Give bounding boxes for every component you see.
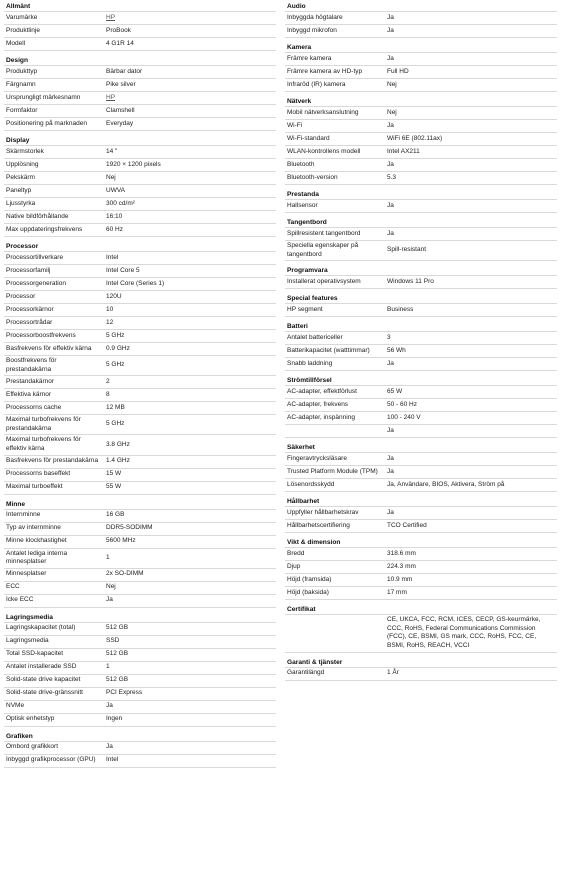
spec-row — [285, 411, 557, 424]
spec-row — [4, 635, 276, 648]
spec-row — [4, 713, 276, 727]
spec-label: Maximal turboeffekt — [6, 483, 63, 491]
spec-label: Pekskärm — [6, 173, 35, 181]
spec-row — [4, 184, 276, 197]
spec-label: Snabb laddning — [287, 359, 333, 367]
spec-value: Ja — [387, 454, 394, 462]
spec-value: 2x SO-DIMM — [106, 570, 144, 578]
section-special-features — [285, 294, 557, 317]
spec-row — [4, 303, 276, 316]
section-title: Säkerhet — [287, 444, 315, 452]
spec-row — [285, 385, 557, 398]
spec-label: Batterikapacitet (watttimmar) — [287, 346, 370, 354]
section-title: Nätverk — [287, 98, 312, 105]
spec-label: Upplösning — [6, 160, 39, 168]
spec-value: Ja — [387, 359, 394, 367]
spec-value: Ja — [387, 201, 394, 209]
spec-label: Icke ECC — [6, 596, 34, 604]
section-certifikat — [285, 605, 557, 652]
spec-value: 14 " — [106, 147, 118, 155]
spec-row — [4, 522, 276, 535]
spec-row — [4, 158, 276, 171]
spec-label: HP segment — [287, 305, 323, 313]
spec-value: 300 cd/m² — [106, 199, 135, 207]
spec-label: Optisk enhetstyp — [6, 715, 55, 723]
spec-label: Skärmstorlek — [6, 147, 44, 155]
spec-row — [285, 145, 557, 158]
spec-value: Spill-resistant — [387, 246, 427, 254]
section-title: Tangentbord — [287, 219, 327, 226]
spec-value: 16:10 — [106, 212, 123, 220]
spec-value: 50 - 60 Hz — [387, 400, 417, 408]
spec-value: Intel — [106, 756, 119, 764]
spec-value: 0.9 GHz — [106, 344, 130, 352]
spec-label: Solid-state drive kapacitet — [6, 676, 81, 684]
spec-label: Total SSD-kapacitet — [6, 650, 64, 658]
spec-value: PCI Express — [106, 689, 143, 697]
spec-row — [4, 91, 276, 104]
spec-label: Lagringsmedia — [6, 637, 49, 645]
section-title: Display — [6, 137, 30, 144]
spec-value: Intel AX211 — [387, 147, 420, 155]
spec-row — [285, 78, 557, 92]
spec-label: WLAN-kontrollens modell — [287, 147, 361, 155]
spec-label: Hållbarhetscertifiering — [287, 521, 350, 529]
spec-row — [285, 452, 557, 465]
spec-value: Intel Core 5 — [106, 266, 140, 274]
spec-value: Ja — [387, 426, 394, 434]
spec-label — [285, 632, 385, 634]
section-title: Certifikat — [287, 606, 316, 614]
section-design — [4, 56, 276, 131]
section-allmant — [4, 2, 276, 51]
spec-value: Ja — [387, 508, 394, 516]
section-title: Audio — [287, 3, 306, 10]
spec-value: Windows 11 Pro — [387, 277, 434, 285]
section-title: Lagringsmedia — [6, 613, 53, 621]
spec-value: 5 GHz — [106, 420, 125, 428]
spec-value: Bärbar dator — [106, 67, 143, 75]
spec-value: Ingen — [106, 715, 123, 723]
spec-value: TCO Certified — [387, 521, 427, 529]
spec-value: 3.8 GHz — [106, 440, 130, 448]
spec-label: Produktlinje — [6, 26, 40, 34]
spec-value: 512 GB — [106, 624, 129, 632]
spec-label: AC-adapter, inspänning — [287, 413, 355, 421]
spec-row — [4, 687, 276, 700]
spec-row — [4, 316, 276, 329]
spec-row — [4, 251, 276, 264]
spec-value: 512 GB — [106, 676, 129, 684]
spec-label: Formfaktor — [6, 106, 38, 114]
spec-row — [4, 171, 276, 184]
spec-label: Basfrekvens för prestandakärna — [6, 457, 99, 465]
spec-row — [285, 119, 557, 132]
spec-label: Spillresistent tangentbord — [287, 229, 361, 237]
section-display — [4, 136, 276, 237]
spec-value: Nej — [387, 108, 397, 116]
spec-label: Inbyggd mikrofon — [287, 26, 337, 34]
spec-row — [285, 171, 557, 185]
spec-row — [4, 535, 276, 548]
spec-row — [285, 11, 557, 24]
spec-value: 12 — [106, 318, 114, 326]
spec-row — [285, 560, 557, 573]
spec-row — [4, 223, 276, 237]
spec-value: Nej — [106, 173, 116, 181]
brand-link[interactable]: HP — [106, 13, 116, 21]
spec-row — [285, 132, 557, 145]
spec-row — [4, 468, 276, 481]
spec-label: Uppfyller hållbarhetskrav — [287, 508, 359, 516]
spec-row — [285, 331, 557, 344]
spec-row — [285, 227, 557, 240]
section-lagringsmedia — [4, 613, 276, 727]
spec-label: Varumärke — [6, 13, 38, 21]
spec-label: Höjd (framsida) — [287, 575, 332, 583]
spec-value: 2 — [106, 377, 110, 385]
spec-row — [4, 388, 276, 401]
spec-label: Max uppdateringsfrekvens — [6, 225, 83, 233]
spec-value: Ja — [387, 160, 394, 168]
spec-value: 10.9 mm — [387, 575, 413, 583]
spec-row — [4, 700, 276, 713]
section-title: Special features — [287, 295, 338, 303]
section-title: Minne — [6, 500, 26, 508]
section-title: Allmänt — [6, 3, 31, 10]
spec-label: Djup — [287, 562, 301, 570]
spec-row — [4, 661, 276, 674]
spec-value: 15 W — [106, 470, 122, 478]
spec-row — [4, 568, 276, 581]
section-title: Garanti & tjänster — [287, 658, 343, 666]
spec-value: Ja, Användare, BIOS, Aktivera, Ström på — [387, 480, 505, 488]
spec-row — [285, 547, 557, 560]
spec-row — [4, 210, 276, 223]
spec-label: Paneltyp — [6, 186, 32, 194]
spec-row — [285, 586, 557, 600]
spec-value: Intel Core (Series 1) — [106, 279, 165, 287]
spec-label: Infraröd (IR) kamera — [287, 80, 346, 88]
spec-row — [285, 478, 557, 492]
section-title: Vikt & dimension — [287, 539, 341, 547]
spec-row — [4, 455, 276, 468]
spec-value: 512 GB — [106, 650, 129, 658]
spec-value: 1 — [106, 553, 110, 561]
spec-row — [4, 197, 276, 210]
spec-value-link[interactable] — [104, 93, 276, 104]
spec-row — [285, 24, 557, 38]
section-vikt-dimension — [285, 538, 557, 600]
section-sakerhet — [285, 443, 557, 492]
spec-row — [285, 357, 557, 371]
section-batteri — [285, 322, 557, 371]
spec-label: Positionering på marknaden — [6, 119, 87, 127]
spec-label: Maximal turbofrekvens för prestandakärna — [6, 416, 81, 432]
spec-row — [285, 519, 557, 533]
spec-label: Lösenordsskydd — [287, 480, 335, 488]
spec-label: Wi-Fi-standard — [287, 134, 330, 142]
spec-label: AC-adapter, effektförlust — [287, 387, 357, 395]
spec-label: Ombord grafikkort — [6, 743, 59, 751]
spec-value: CE, UKCA, FCC, RCM, ICES, CECP, GS-keurmärke, CCC, RoHS, Federal Communications Commission (FCC), CE, BSMI, GS mark, CCC, RoHS, FCC, CE, BSMI, RoHS, REACH, VCCI — [387, 616, 541, 649]
spec-value: 1920 × 1200 pixels — [106, 160, 161, 168]
spec-row — [4, 329, 276, 342]
spec-value: Ja — [387, 13, 394, 21]
spec-row — [4, 355, 276, 375]
spec-label: Basfrekvens för effektiv kärna — [6, 344, 92, 352]
spec-value: 56 Wh — [387, 346, 406, 354]
spec-value: DDR5-SODIMM — [106, 524, 153, 532]
section-title: Hållbarhet — [287, 498, 320, 506]
spec-row — [4, 277, 276, 290]
spec-label: Processorns cache — [6, 403, 62, 411]
spec-row — [4, 11, 276, 24]
spec-row — [285, 158, 557, 171]
spec-label: Hallsensor — [287, 201, 318, 209]
spec-row — [4, 674, 276, 687]
spec-label: Mobil nätverksanslutning — [287, 108, 359, 116]
spec-label: Fingeravtrycksläsare — [287, 454, 347, 462]
section-title: Processor — [6, 243, 39, 250]
spec-label: Processortrådar — [6, 318, 53, 326]
spec-value: UWVA — [106, 186, 126, 194]
section-tangentbord — [285, 218, 557, 261]
spec-value: Ja — [106, 596, 113, 604]
spec-label: Prestandakärnor — [6, 377, 55, 385]
section-title: Batteri — [287, 323, 308, 331]
left-column — [4, 2, 276, 773]
spec-row — [4, 78, 276, 91]
spec-label: Boostfrekvens för prestandakärna — [6, 357, 57, 373]
spec-value: Business — [387, 305, 414, 313]
spec-value: 5 GHz — [106, 331, 125, 339]
spec-label: Antalet lediga interna minnesplatser — [6, 549, 68, 566]
spec-label: Native bildförhållande — [6, 212, 69, 220]
section-audio — [285, 2, 557, 38]
spec-row — [4, 342, 276, 355]
spec-label: Höjd (baksida) — [287, 588, 329, 596]
spec-label: Speciella egenskaper på tangentbord — [287, 242, 359, 258]
spec-label: Bredd — [287, 549, 305, 557]
spec-label: Ljusstyrka — [6, 199, 36, 207]
spec-value: Nej — [106, 583, 116, 591]
section-prestanda — [285, 190, 557, 213]
spec-value: Full HD — [387, 67, 409, 75]
spec-value: 120U — [106, 292, 122, 300]
section-garanti-tjanster — [285, 658, 557, 681]
spec-row — [285, 65, 557, 78]
section-programvara — [285, 266, 557, 289]
section-stromtillforsel — [285, 376, 557, 438]
spec-row — [4, 65, 276, 78]
spec-value: 55 W — [106, 483, 122, 491]
spec-row — [285, 344, 557, 357]
spec-label: Minnesplatser — [6, 570, 47, 578]
spec-value: 12 MB — [106, 403, 125, 411]
spec-value: 8 — [106, 390, 110, 398]
spec-value: 17 mm — [387, 588, 407, 596]
spec-value: Ja — [387, 467, 394, 475]
spec-row — [4, 145, 276, 158]
spec-row — [285, 573, 557, 586]
spec-value: 3 — [387, 333, 391, 341]
section-title: Design — [6, 57, 28, 64]
spec-row — [4, 754, 276, 768]
spec-label: Ursprungligt märkesnamn — [6, 93, 81, 101]
spec-row — [4, 24, 276, 37]
spec-label: Solid-state drive-gränssnitt — [6, 689, 83, 697]
spec-row — [285, 199, 557, 213]
spec-label: Bluetooth-version — [287, 173, 338, 181]
spec-label: Installerat operativsystem — [287, 277, 361, 285]
spec-label: Främre kamera av HD-typ — [287, 67, 363, 75]
spec-value: Pike silver — [106, 80, 136, 88]
spec-row — [4, 37, 276, 51]
spec-row — [285, 52, 557, 65]
spec-row — [285, 398, 557, 411]
spec-value: WiFi 6E (802.11ax) — [387, 134, 443, 142]
spec-row — [285, 667, 557, 681]
spec-label: Lagringskapacitet (total) — [6, 624, 76, 632]
spec-label: Effektiva kärnor — [6, 390, 52, 398]
spec-label: Garantilängd — [287, 669, 325, 677]
spec-label: Processorgeneration — [6, 279, 66, 287]
spec-label: Inbyggda högtalare — [287, 13, 343, 21]
spec-label: Wi-Fi — [287, 121, 303, 129]
spec-label: Processorfamilj — [6, 266, 51, 274]
spec-value: Ja — [106, 702, 113, 710]
section-natverk — [285, 97, 557, 185]
spec-value: SSD — [106, 637, 120, 645]
spec-label: NVMe — [6, 702, 25, 710]
spec-label: AC-adapter, frekvens — [287, 400, 349, 408]
spec-row — [4, 581, 276, 594]
spec-row — [4, 264, 276, 277]
section-processor — [4, 242, 276, 495]
spec-value: 4 G1R 14 — [106, 39, 134, 47]
spec-label: Typ av internminne — [6, 524, 61, 532]
spec-label: Produkttyp — [6, 67, 38, 75]
spec-label: Antalet installerade SSD — [6, 663, 77, 671]
spec-value: 65 W — [387, 387, 403, 395]
spec-row — [4, 594, 276, 608]
spec-value: 10 — [106, 305, 114, 313]
spec-value: 1 — [106, 663, 110, 671]
spec-row — [4, 509, 276, 522]
spec-value: Nej — [387, 80, 397, 88]
spec-label: Modell — [6, 39, 26, 47]
spec-label: Processorkärnor — [6, 305, 54, 313]
spec-label: Minne klockhastighet — [6, 537, 67, 545]
brand-link[interactable]: HP — [106, 93, 116, 101]
spec-label: Maximal turbofrekvens för effektiv kärna — [6, 436, 81, 452]
spec-row — [4, 548, 276, 568]
section-title: Strömtillförsel — [287, 377, 332, 385]
spec-row — [4, 434, 276, 454]
spec-value-link[interactable] — [104, 13, 276, 24]
section-title: Kamera — [287, 44, 312, 51]
spec-row — [4, 290, 276, 303]
spec-row — [4, 117, 276, 131]
spec-label: Trusted Platform Module (TPM) — [287, 467, 378, 475]
spec-label: Internminne — [6, 511, 41, 519]
spec-row — [285, 303, 557, 317]
spec-row — [285, 506, 557, 519]
spec-row — [285, 614, 557, 652]
spec-label: Processortillverkare — [6, 253, 64, 261]
spec-value: Everyday — [106, 119, 134, 127]
spec-value: 16 GB — [106, 511, 125, 519]
spec-value: 318.6 mm — [387, 549, 416, 557]
spec-value: Intel — [106, 253, 119, 261]
spec-row — [285, 424, 557, 438]
section-hallbarhet — [285, 497, 557, 533]
spec-value: Ja — [387, 229, 394, 237]
spec-value: 60 Hz — [106, 225, 123, 233]
spec-row — [4, 414, 276, 434]
spec-row — [4, 622, 276, 635]
section-title: Programvara — [287, 267, 328, 275]
spec-row — [4, 401, 276, 414]
spec-label: Processorboostfrekvens — [6, 331, 76, 339]
spec-label: Processor — [6, 292, 36, 300]
section-kamera — [285, 43, 557, 92]
spec-row — [4, 648, 276, 661]
spec-value: 1 År — [387, 669, 399, 677]
right-column — [285, 2, 557, 686]
spec-value: 1.4 GHz — [106, 457, 130, 465]
spec-value: Ja — [387, 54, 394, 62]
spec-row — [285, 465, 557, 478]
spec-value: 5 GHz — [106, 361, 125, 369]
spec-row — [4, 741, 276, 754]
spec-value: 5600 MHz — [106, 537, 136, 545]
spec-label: Processorns baseffekt — [6, 470, 71, 478]
spec-value: 5.3 — [387, 173, 397, 181]
spec-label: Antalet battericeller — [287, 333, 343, 341]
spec-row — [285, 240, 557, 261]
spec-value: Ja — [106, 743, 113, 751]
section-title: Prestanda — [287, 191, 319, 198]
spec-row — [285, 275, 557, 289]
section-title: Grafiken — [6, 732, 33, 740]
spec-label — [285, 430, 385, 432]
spec-label: Färgnamn — [6, 80, 36, 88]
spec-row — [4, 104, 276, 117]
spec-value: 100 - 240 V — [387, 413, 421, 421]
spec-row — [285, 106, 557, 119]
spec-label: ECC — [6, 583, 20, 591]
section-minne — [4, 500, 276, 608]
spec-value: Clamshell — [106, 106, 135, 114]
spec-value: 224.3 mm — [387, 562, 416, 570]
spec-label: Bluetooth — [287, 160, 315, 168]
section-grafiken — [4, 732, 276, 768]
spec-row — [4, 481, 276, 495]
spec-value: Ja — [387, 26, 394, 34]
spec-value: Ja — [387, 121, 394, 129]
spec-row — [4, 375, 276, 388]
spec-value: ProBook — [106, 26, 131, 34]
spec-label: Främre kamera — [287, 54, 332, 62]
spec-label: Inbyggd grafikprocessor (GPU) — [6, 756, 96, 764]
